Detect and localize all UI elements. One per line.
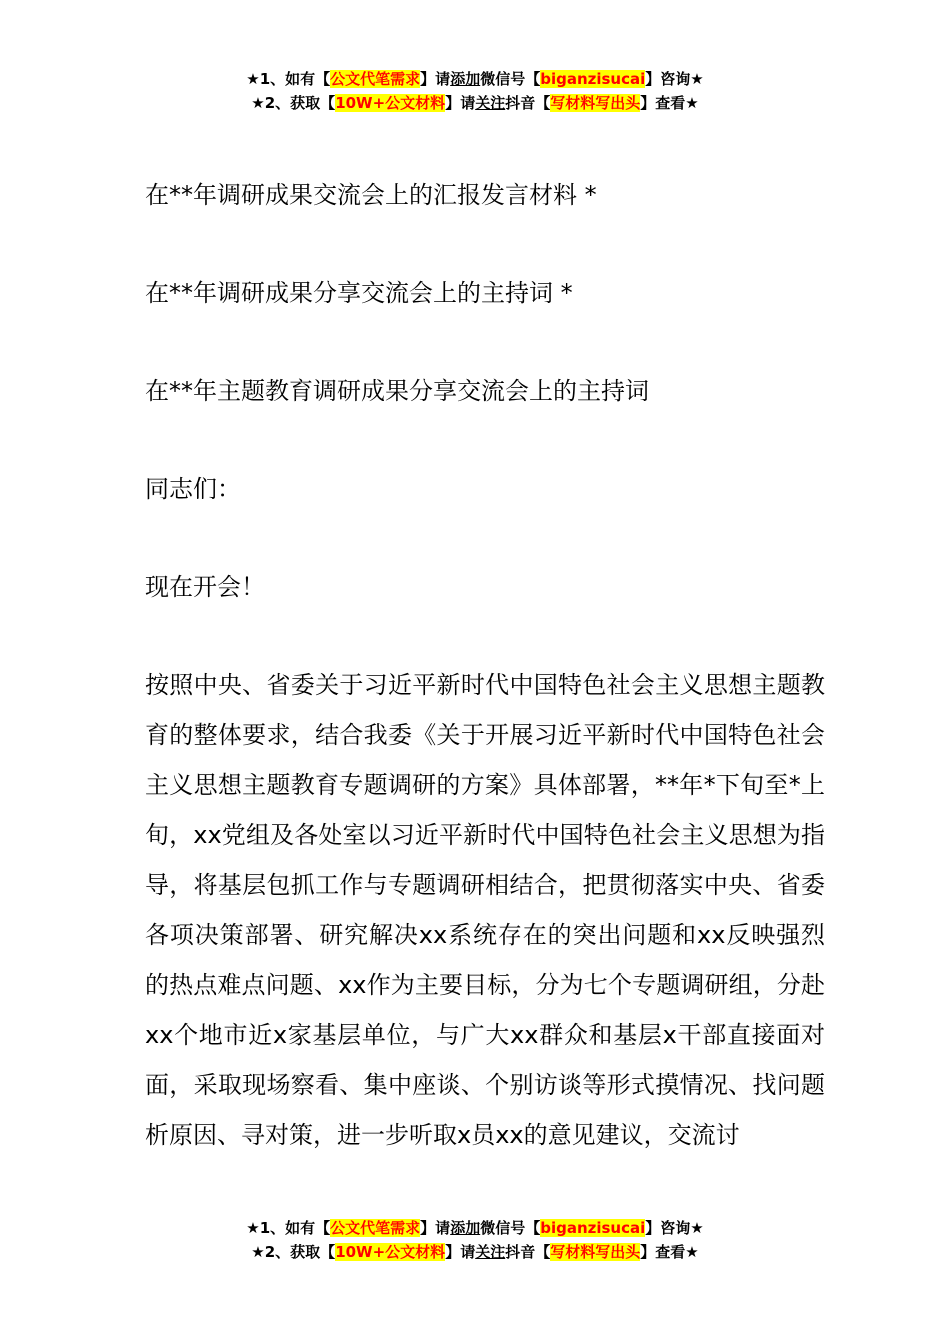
banner-line-2 [0, 1240, 950, 1264]
document-body [145, 170, 825, 1160]
banner-text: ★2、获取【 [251, 1243, 336, 1261]
banner-highlight: 10W+公文材料 [335, 1243, 446, 1261]
footer-banner [0, 1216, 950, 1264]
banner-text: 】查看★ [640, 94, 699, 112]
banner-highlight: 公文代笔需求 [330, 70, 421, 88]
banner-text: 】请 [445, 1243, 476, 1261]
doc-title-3: 在**年主题教育调研成果分享交流会上的主持词 [145, 377, 649, 405]
banner-text: 】咨询★ [645, 1219, 704, 1237]
banner-wechat-id: biganzisucai [540, 1219, 646, 1237]
banner-highlight: 10W+公文材料 [335, 94, 446, 112]
banner-text: 】查看★ [640, 1243, 699, 1261]
doc-title-1: 在**年调研成果交流会上的汇报发言材料 * [145, 181, 597, 209]
banner-wechat-id: biganzisucai [540, 70, 646, 88]
banner-text: 抖音【 [505, 94, 551, 112]
doc-title-2: 在**年调研成果分享交流会上的主持词 * [145, 279, 573, 307]
opening-line: 现在开会！ [145, 573, 265, 601]
banner-douyin-id: 写材料写出头 [550, 1243, 641, 1261]
banner-underlined: 关注 [475, 94, 506, 112]
banner-text: 】请 [420, 70, 451, 88]
banner-text: 微信号【 [480, 70, 541, 88]
greeting: 同志们： [145, 475, 241, 503]
banner-douyin-id: 写材料写出头 [550, 94, 641, 112]
header-banner [0, 67, 950, 115]
banner-underlined: 关注 [475, 1243, 506, 1261]
banner-text: ★1、如有【 [246, 1219, 331, 1237]
banner-text: 微信号【 [480, 1219, 541, 1237]
banner-line-1 [0, 67, 950, 91]
banner-text: 】咨询★ [645, 70, 704, 88]
banner-text: ★1、如有【 [246, 70, 331, 88]
banner-underlined: 添加 [450, 1219, 481, 1237]
banner-line-1 [0, 1216, 950, 1240]
banner-highlight: 公文代笔需求 [330, 1219, 421, 1237]
banner-text: ★2、获取【 [251, 94, 336, 112]
banner-text: 】请 [420, 1219, 451, 1237]
banner-underlined: 添加 [450, 70, 481, 88]
banner-text: 】请 [445, 94, 476, 112]
body-paragraph: 按照中央、省委关于习近平新时代中国特色社会主义思想主题教育的整体要求，结合我委《关于开展习近平新时代中国特色社会主义思想主题教育专题调研的方案》具体部署，**年*下旬至*上旬，xx党组及各处室以习近平新时代中国特色社会主义思想为指导，将基层包抓工作与专题调研相结合，把贯彻落实中央、省委各项决策部署、研究解决xx系统存在的突出问题和xx反映强烈的热点难点问题、xx作为主要目标，分为七个专题调研组，分赴xx个地市近x家基层单位，与广大xx群众和基层x干部直接面对面，采取现场察看、集中座谈、个别访谈等形式摸情况、找问题析原因、寻对策，进一步听取x员xx的意见建议，交流讨 [145, 671, 825, 1149]
banner-text: 抖音【 [505, 1243, 551, 1261]
banner-line-2 [0, 91, 950, 115]
